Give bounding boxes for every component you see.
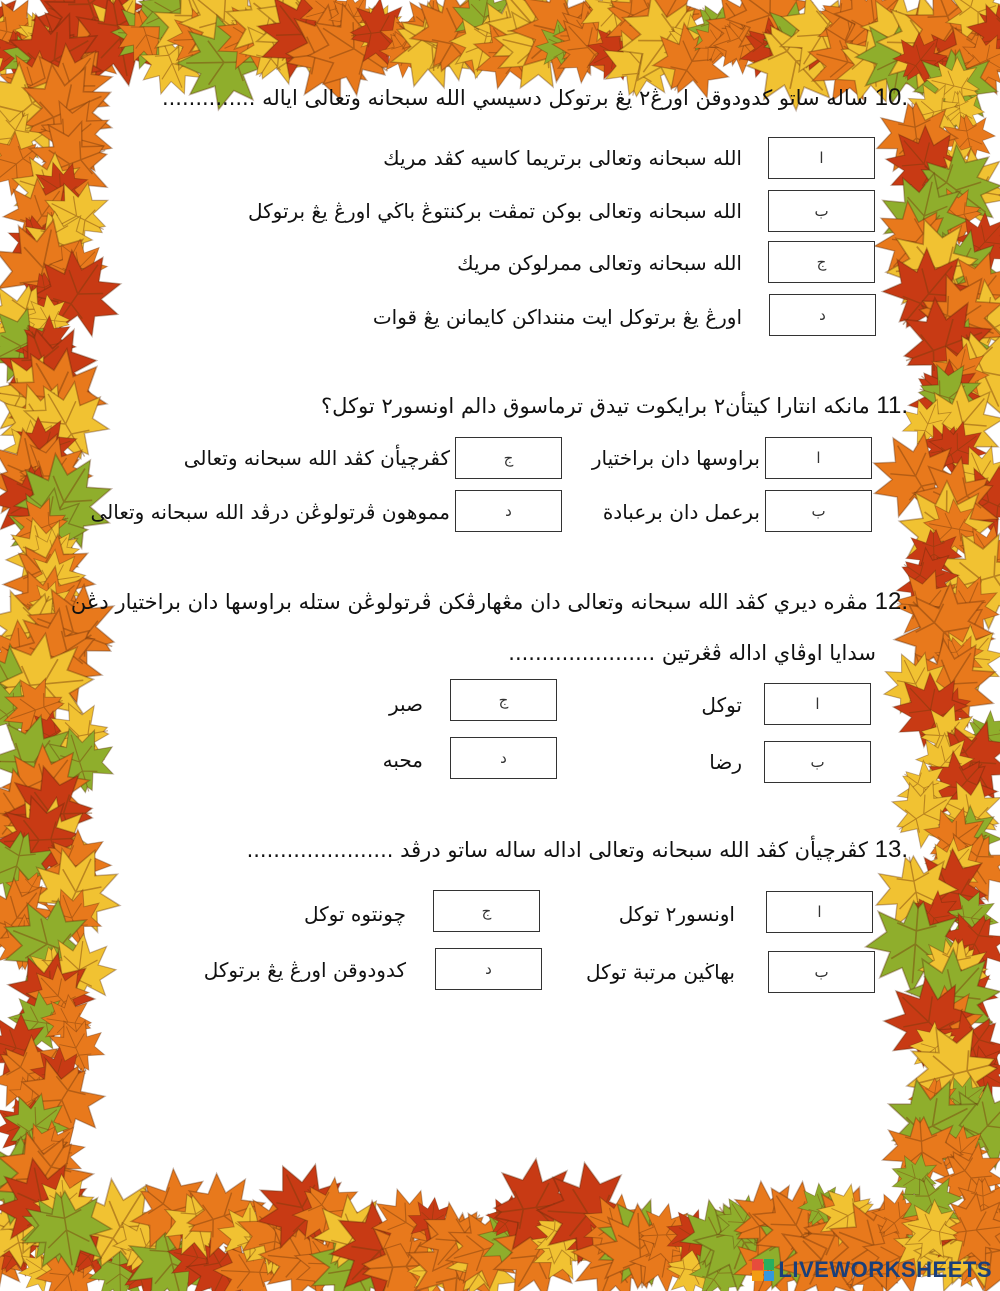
question-13-number: 13. xyxy=(874,836,908,863)
answer-box-11-a[interactable]: ا xyxy=(765,437,872,479)
liveworksheets-logo-text: LIVEWORKSHEETS xyxy=(778,1257,992,1282)
option-11-b: برعمل دان برعبادة xyxy=(602,500,760,524)
question-10-number: 10. xyxy=(874,84,908,111)
answer-box-10-a[interactable]: ا xyxy=(768,137,875,179)
answer-box-13-d[interactable]: د xyxy=(435,948,542,990)
option-10-a: الله سبحانه وتعالى برتريما كاسيه كڤد مريك xyxy=(383,146,742,170)
question-11 xyxy=(321,392,908,420)
question-12 xyxy=(71,588,908,616)
option-13-b: بهاڬين مرتبة توكل xyxy=(585,960,735,984)
answer-box-10-c[interactable]: ج xyxy=(768,241,875,283)
answer-box-13-c[interactable]: ج xyxy=(433,890,540,932)
answer-box-11-b[interactable]: ب xyxy=(765,490,872,532)
answer-box-12-d[interactable]: د xyxy=(450,737,557,779)
option-12-b: رضا xyxy=(709,750,742,774)
question-12-line-2: سدايا اوڤاي اداله ڤڠرتين ...................... xyxy=(508,641,876,665)
question-10-text: ساله ساتو كدودوقن اورڠ٢ يڠ برتوكل دسيسي الله سبحانه وتعالى اياله .............. xyxy=(161,86,868,110)
question-10 xyxy=(162,84,908,112)
liveworksheets-logo-icon xyxy=(752,1259,774,1281)
answer-box-13-b[interactable]: ب xyxy=(768,951,875,993)
question-13-text: كڤرچيأن كڤد الله سبحانه وتعالى اداله ساله ساتو درڤد ...................... xyxy=(246,838,868,862)
question-13 xyxy=(247,836,908,864)
option-10-d: اورڠ يڠ برتوكل ايت مننداكن كايمانن يڠ قوات xyxy=(372,305,742,329)
option-11-a: براوسها دان براختيار xyxy=(591,446,760,470)
option-12-a: توكل xyxy=(701,693,742,717)
option-11-c: كڤرچيأن كڤد الله سبحانه وتعالى xyxy=(183,446,450,470)
liveworksheets-logo xyxy=(752,1257,992,1283)
answer-box-13-a[interactable]: ا xyxy=(766,891,873,933)
option-12-d: محبه xyxy=(382,748,423,772)
option-10-c: الله سبحانه وتعالى ممرلوكن مريك xyxy=(457,251,742,275)
option-12-c: صبر xyxy=(388,692,423,716)
answer-box-12-b[interactable]: ب xyxy=(764,741,871,783)
option-13-c: چونتوه توكل xyxy=(303,902,406,926)
answer-box-10-d[interactable]: د xyxy=(769,294,876,336)
question-12-number: 12. xyxy=(874,588,908,615)
question-11-text: مانكه انتارا كيتأن٢ برايكوت تيدق ترماسوق دالم اونسور٢ توكل؟ xyxy=(321,394,870,418)
answer-box-12-a[interactable]: ا xyxy=(764,683,871,725)
answer-box-12-c[interactable]: ج xyxy=(450,679,557,721)
answer-box-11-c[interactable]: ج xyxy=(455,437,562,479)
option-10-b: الله سبحانه وتعالى بوكن تمڤت بركنتوڠ باڬي اورڠ يڠ برتوكل xyxy=(247,199,742,223)
answer-box-11-d[interactable]: د xyxy=(455,490,562,532)
answer-box-10-b[interactable]: ب xyxy=(768,190,875,232)
option-13-a: اونسور٢ توكل xyxy=(618,902,735,926)
option-13-d: كدودوقن اورڠ يڠ برتوكل xyxy=(203,958,406,982)
question-11-number: 11. xyxy=(876,392,908,419)
question-12-text: مڤره ديري كڤد الله سبحانه وتعالى دان مڠهارڤكن ڤرتولوڠن ستله براوسها دان براختيار دڠن xyxy=(70,590,868,614)
option-11-d: مموهون ڤرتولوڠن درڤد الله سبحانه وتعالى xyxy=(90,500,450,524)
